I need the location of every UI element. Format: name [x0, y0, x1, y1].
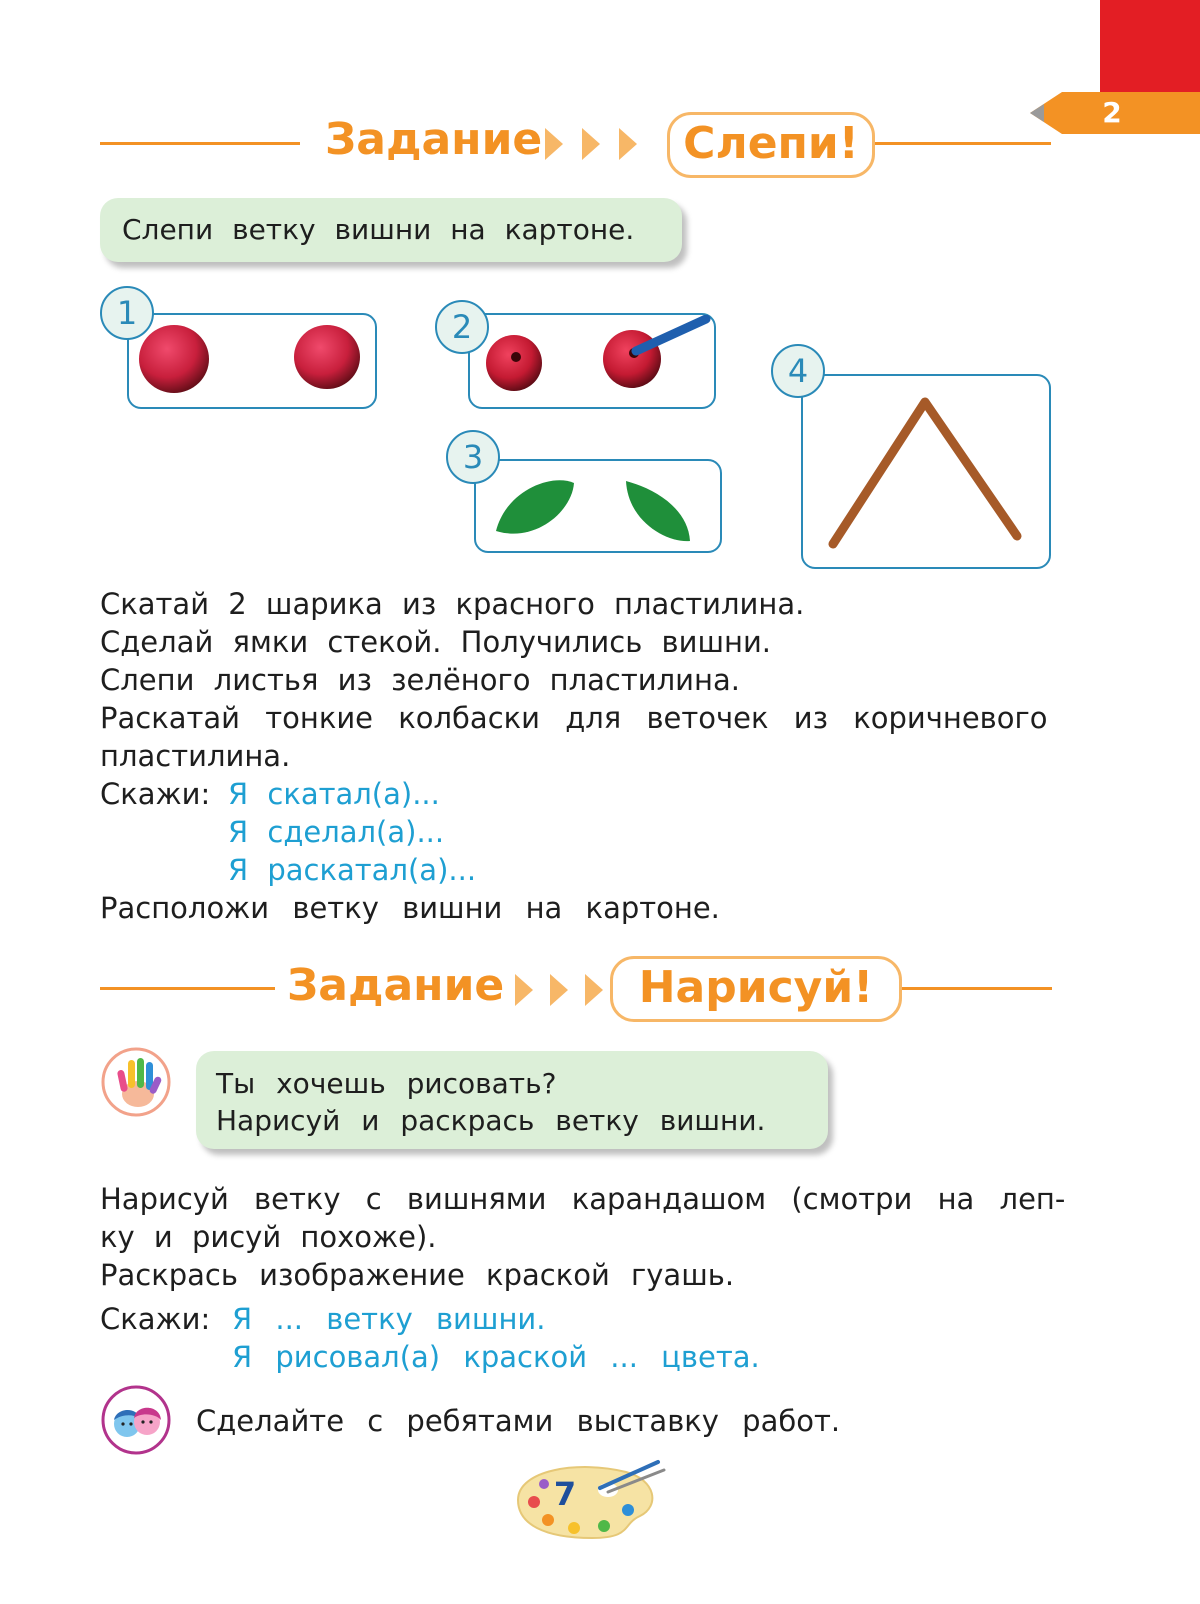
step-badge-3: 3	[446, 430, 500, 484]
section-title-2: Нарисуй!	[610, 956, 902, 1022]
palette-icon	[508, 1458, 668, 1542]
kids-group-icon	[100, 1384, 172, 1456]
tab-number: 2	[1102, 96, 1122, 129]
task-label-2: Задание	[287, 960, 505, 1011]
say-line-1: Я скатал(а)...	[228, 777, 440, 811]
instruction-box-1: Слепи ветку вишни на картоне.	[100, 198, 682, 262]
say-line-2: Я сделал(а)...	[228, 815, 445, 849]
text-line-3: Слепи листья из зелёного пластилина.	[100, 663, 740, 697]
header-line-right-2	[902, 987, 1052, 990]
pencil-lead-icon	[1030, 104, 1044, 122]
corner-red-tab	[1100, 0, 1200, 92]
say-line-4: Я ... ветку вишни.	[232, 1302, 546, 1336]
brown-branch-image	[803, 376, 1049, 567]
text-line-5: пластилина.	[100, 739, 291, 773]
step-badge-1: 1	[100, 286, 154, 340]
text-line-7: ку и рисуй похоже).	[100, 1220, 437, 1254]
header-line-left-2	[100, 987, 275, 990]
instruction-line-1: Ты хочешь рисовать?	[216, 1067, 557, 1100]
step-badge-2: 2	[435, 300, 489, 354]
task-label-1: Задание	[325, 114, 543, 165]
group-work-line: Сделайте с ребятами выставку работ.	[196, 1404, 841, 1438]
say-line-3: Я раскатал(а)...	[228, 853, 477, 887]
arrow-icon	[545, 128, 563, 160]
red-balls-image	[129, 315, 375, 407]
text-line-1: Скатай 2 шарика из красного пластилина.	[100, 587, 805, 621]
green-leaves-image	[476, 461, 720, 551]
text-line-8: Раскрась изображение краской гуашь.	[100, 1258, 735, 1292]
section-title-1: Слепи!	[667, 112, 875, 178]
page-number: 7	[553, 1475, 577, 1513]
step-frame-4	[801, 374, 1051, 569]
step-frame-1	[127, 313, 377, 409]
say-label-1: Скажи:	[100, 777, 211, 811]
final-line-1: Расположи ветку вишни на картоне.	[100, 891, 720, 925]
step-frame-2	[468, 313, 716, 409]
text-line-6: Нарисуй ветку с вишнями карандашом (смотри на леп-	[100, 1182, 1066, 1216]
arrow-icon	[619, 128, 637, 160]
arrow-icon	[515, 974, 533, 1006]
hand-paint-icon	[100, 1046, 172, 1118]
text-line-4: Раскатай тонкие колбаски для веточек из коричневого	[100, 701, 1048, 735]
instruction-box-2	[196, 1051, 828, 1149]
cherries-with-tool-image	[470, 315, 714, 407]
text-line-2: Сделай ямки стекой. Получились вишни.	[100, 625, 772, 659]
header-line-left	[100, 142, 300, 145]
step-badge-4: 4	[771, 344, 825, 398]
say-label-2: Скажи:	[100, 1302, 211, 1336]
arrow-icon	[585, 974, 603, 1006]
say-line-5: Я рисовал(а) краской ... цвета.	[232, 1340, 760, 1374]
step-frame-3	[474, 459, 722, 553]
instruction-line-2: Нарисуй и раскрась ветку вишни.	[216, 1104, 766, 1137]
header-line-right	[875, 142, 1051, 145]
arrow-icon	[582, 128, 600, 160]
arrow-icon	[550, 974, 568, 1006]
